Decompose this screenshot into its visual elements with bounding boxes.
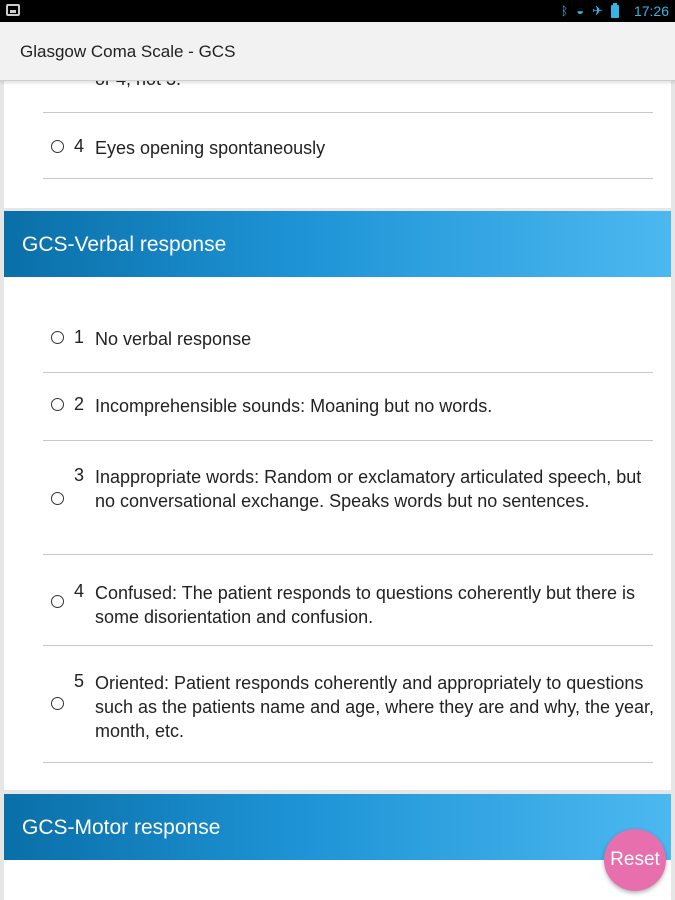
status-bar — [0, 0, 675, 22]
status-time: 17:26 — [633, 3, 669, 19]
verbal-option-1[interactable] — [43, 325, 657, 355]
eye-option-4[interactable] — [43, 135, 657, 165]
content-scroll[interactable] — [0, 80, 675, 900]
verbal-option-4[interactable] — [43, 577, 657, 627]
status-icons — [561, 3, 619, 19]
verbal-option-5[interactable] — [43, 667, 657, 741]
section-title: GCS-Motor response — [22, 816, 221, 839]
option-label-text: Inappropriate words: Random or exclamatory articulated speech, but no conversational exchange. Speaks words but no sentences. — [95, 467, 642, 511]
motor-response-card — [4, 860, 671, 900]
motor-section-header — [4, 794, 671, 860]
divider — [43, 762, 653, 763]
option-label: Oriented: Patient responds coherently and appropriately to questions such as the patients name and age, where they are and why, the year, month, etc. — [95, 673, 655, 741]
option-number: 3 — [74, 465, 85, 485]
option-number: 4 — [74, 581, 85, 601]
reset-button[interactable]: Reset — [604, 829, 666, 891]
radio-button[interactable] — [51, 140, 64, 153]
bluetooth-icon: ᛒ — [561, 4, 569, 18]
action-bar — [0, 22, 675, 81]
app-title: Glasgow Coma Scale - GCS — [20, 42, 236, 61]
radio-button[interactable] — [51, 331, 64, 344]
option-number: 4 — [74, 136, 85, 156]
eye-response-card — [4, 80, 671, 208]
option-number: 1 — [74, 327, 85, 347]
divider — [43, 112, 653, 113]
option-label: Confused: The patient responds to questions coherently but there is some disorientation and confusion. — [95, 583, 636, 627]
radio-button[interactable] — [51, 697, 64, 710]
battery-icon — [611, 5, 619, 18]
divider — [43, 554, 653, 555]
section-title: GCS-Verbal response — [22, 233, 227, 256]
wifi-icon: ◒ — [576, 3, 585, 18]
notification-icon — [6, 4, 20, 16]
divider — [43, 440, 653, 441]
option-number: 2 — [74, 394, 85, 414]
option-label: Eyes opening spontaneously — [95, 138, 326, 158]
verbal-response-card — [4, 277, 671, 790]
verbal-option-2[interactable] — [43, 392, 657, 422]
divider — [43, 372, 653, 373]
airplane-icon: ✈ — [592, 3, 603, 18]
option-label: Incomprehensible sounds: Moaning but no words. — [95, 396, 493, 416]
radio-button[interactable] — [51, 492, 64, 505]
option-label: No verbal response — [95, 329, 252, 349]
divider — [43, 178, 653, 179]
radio-button[interactable] — [51, 595, 64, 608]
option-label — [95, 465, 655, 513]
divider — [43, 645, 653, 646]
radio-button[interactable] — [51, 398, 64, 411]
option-number: 5 — [74, 671, 85, 691]
verbal-option-3[interactable] — [43, 462, 657, 536]
verbal-section-header — [4, 211, 671, 277]
